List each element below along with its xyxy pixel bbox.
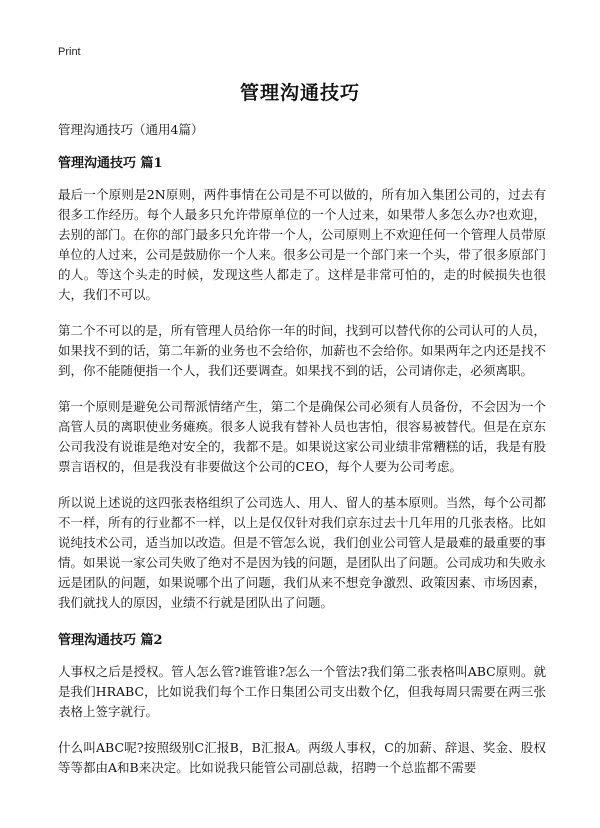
paragraph: 第二个不可以的是，所有管理人员给你一年的时间，找到可以替代你的公司认可的人员，如果找不到的话，第二年新的业务也不会给你，加薪也不会给你。如果两年之内还是找不到，你不能随便指一个人，我们还要调查。如果找不到的话，公司请你走，必须离职。 <box>58 323 546 378</box>
document-subtitle: 管理沟通技巧（通用4篇） <box>58 122 204 137</box>
paragraph: 什么叫ABC呢?按照级别C汇报B，B汇报A。两级人事权，C的加薪、辞退、奖金、股权等等都由A和B来决定。比如说我只能管公司副总裁，招聘一个总监都不需要 <box>58 740 546 775</box>
print-link[interactable]: Print <box>58 46 81 58</box>
document-title: 管理沟通技巧 <box>239 82 360 104</box>
paragraph: 最后一个原则是2N原则，两件事情在公司是不可以做的，所有加入集团公司的，过去有很多工作经历。每个人最多只允许带原单位的一个人过来，如果带人多怎么办?也欢迎，去别的部门。在你的部门最多只允许带一个人，公司原则上不欢迎任何一个管理人员带原单位的人过来，公司是鼓励你一个人来。很多公司是一个部门来一个头，带了很多原部门的人。等这个头走的时候，发现这些人都走了。这样是非常可怕的，走的时候损失也很大，我们不可以。 <box>58 187 546 302</box>
section-heading-1: 管理沟通技巧 篇1 <box>58 156 163 171</box>
section-heading-2: 管理沟通技巧 篇2 <box>58 633 163 648</box>
document-body <box>58 120 546 794</box>
paragraph: 第一个原则是避免公司帮派情绪产生，第二个是确保公司必须有人员备份，不会因为一个高管人员的离职使业务瘫痪。很多人说我有替补人员也害怕，很容易被替代。但是在京东公司我没有说谁是绝对安全的，我都不是。如果说这家公司业绩非常糟糕的话，我是有股票言语权的，但是我没有非要做这个公司的CEO，每个人要为公司考虑。 <box>58 399 546 474</box>
paragraph: 所以说上述说的这四张表格组织了公司选人、用人、留人的基本原则。当然，每个公司都不一样，所有的行业都不一样，以上是仅仅针对我们京东过去十几年用的几张表格。比如说纯技术公司，适当加以改造。但是不管怎么说，我们创业公司管人是最难的最重要的事情。如果说一家公司失败了绝对不是因为钱的问题，是团队出了问题。公司成功和失败永远是团队的问题，如果说哪个出了问题，我们从来不想竞争激烈、政策因素、市场因素，我们就找人的原因，业绩不行就是团队出了问题。 <box>58 495 546 610</box>
paragraph: 人事权之后是授权。管人怎么管?谁管谁?怎么一个管法?我们第二张表格叫ABC原则。就是我们HRABC，比如说我们每个工作日集团公司支出数个亿，但我每周只需要在两三张表格上签字就行。 <box>58 664 546 719</box>
